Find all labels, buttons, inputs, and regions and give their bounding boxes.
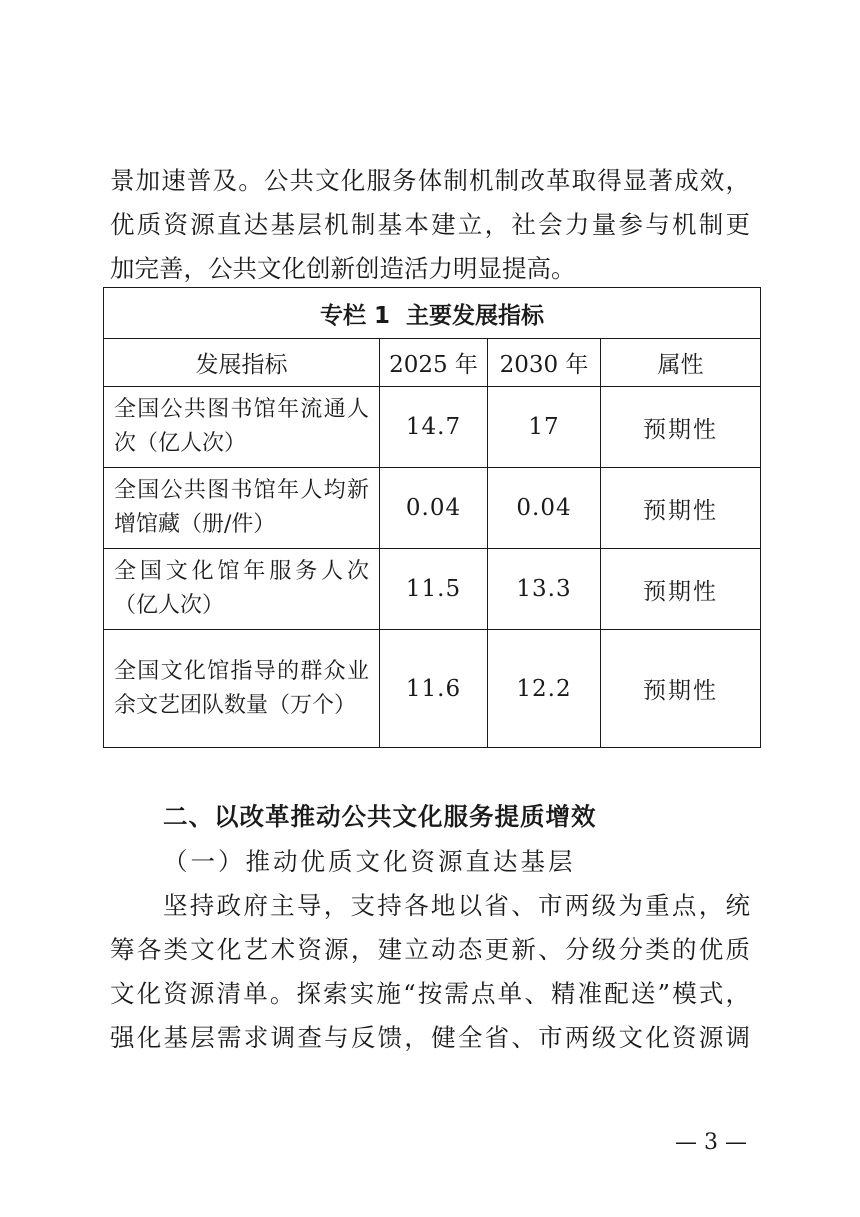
indicator-name: 全国公共图书馆年流通人次（亿人次）	[104, 387, 380, 468]
table-row	[104, 468, 761, 549]
table-row	[104, 387, 761, 468]
table-caption: 专栏 1 主要发展指标	[104, 288, 761, 339]
attribute-value: 预期性	[601, 387, 761, 468]
attribute-value: 预期性	[601, 468, 761, 549]
paragraph-line: 加完善，公共文化创新创造活力明显提高。	[110, 254, 576, 283]
attribute-value: 预期性	[601, 549, 761, 630]
indicator-name: 全国公共图书馆年人均新增馆藏（册/件）	[104, 468, 380, 549]
attribute-value: 预期性	[601, 630, 761, 748]
subsection-heading: （一）推动优质文化资源直达基层	[163, 847, 576, 876]
column-header-2030: 2030 年	[488, 339, 601, 387]
paragraph-line: 景加速普及。公共文化服务体制机制改革取得显著成效，	[110, 166, 750, 195]
paragraph-line: 强化基层需求调查与反馈，健全省、市两级文化资源调	[110, 1023, 750, 1052]
paragraph-line: 文化资源清单。探索实施“按需点单、精准配送”模式，	[110, 979, 750, 1008]
value-2030: 13.3	[488, 549, 601, 630]
indicator-name: 全国文化馆年服务人次（亿人次）	[104, 549, 380, 630]
indicators-table	[103, 287, 761, 748]
value-2025: 11.5	[380, 549, 488, 630]
table-row	[104, 549, 761, 630]
value-2025: 11.6	[380, 630, 488, 748]
indicator-name: 全国文化馆指导的群众业余文艺团队数量（万个）	[104, 630, 380, 748]
value-2025: 14.7	[380, 387, 488, 468]
value-2030: 12.2	[488, 630, 601, 748]
column-header-2025: 2025 年	[380, 339, 488, 387]
paragraph-line: 筹各类文化艺术资源，建立动态更新、分级分类的优质	[110, 935, 750, 964]
paragraph-line: 优质资源直达基层机制基本建立，社会力量参与机制更	[110, 210, 750, 239]
column-header-attribute: 属性	[601, 339, 761, 387]
value-2025: 0.04	[380, 468, 488, 549]
paragraph-line: 坚持政府主导，支持各地以省、市两级为重点，统	[163, 891, 750, 920]
section-heading: 二、以改革推动公共文化服务提质增效	[163, 802, 597, 831]
page-number: — 3 —	[675, 1130, 747, 1155]
value-2030: 17	[488, 387, 601, 468]
table-row	[104, 630, 761, 748]
column-header-indicator: 发展指标	[104, 339, 380, 387]
value-2030: 0.04	[488, 468, 601, 549]
